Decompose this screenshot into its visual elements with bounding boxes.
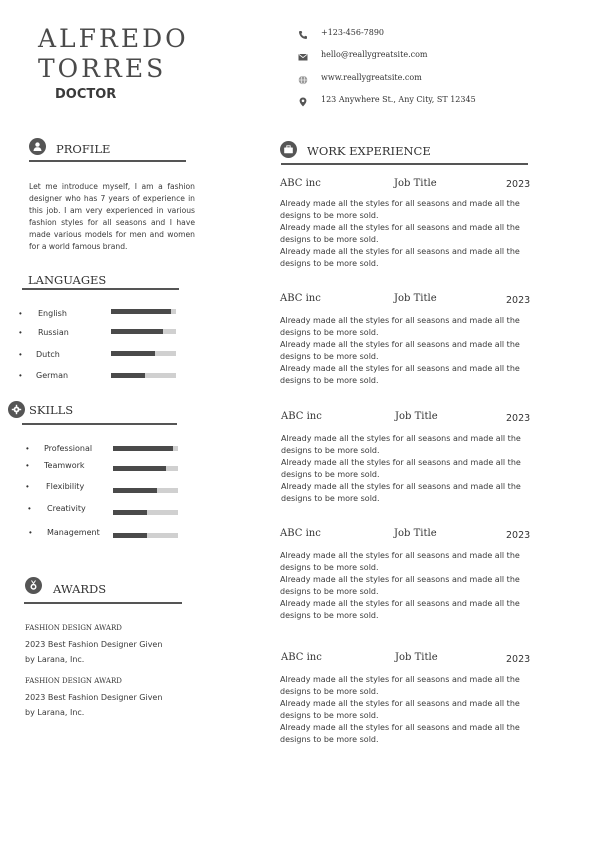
bullet: • bbox=[28, 504, 31, 513]
level-fill bbox=[111, 329, 163, 334]
level-fill bbox=[113, 466, 166, 471]
contact-email bbox=[298, 47, 428, 61]
address-text: 123 Anywhere St., Any City, ST 12345 bbox=[321, 94, 476, 104]
user-icon bbox=[29, 138, 46, 155]
job-title: Job Title bbox=[395, 652, 438, 663]
skill-label: Professional bbox=[44, 444, 93, 453]
level-fill bbox=[113, 488, 157, 493]
work-divider bbox=[281, 163, 528, 165]
level-fill bbox=[111, 309, 171, 314]
bullet: • bbox=[19, 371, 22, 380]
award-desc-line: 2023 Best Fashion Designer Given bbox=[25, 693, 163, 702]
job-description bbox=[280, 198, 545, 270]
skill-level-bar bbox=[113, 510, 178, 515]
job-desc-line: Already made all the styles for all seasons and made all the designs to be more sold. bbox=[280, 599, 520, 620]
award-desc-line: 2023 Best Fashion Designer Given bbox=[25, 640, 163, 649]
gear-icon bbox=[8, 401, 25, 418]
job-company: ABC inc bbox=[281, 411, 322, 422]
skills-divider bbox=[22, 423, 177, 425]
job-year: 2023 bbox=[506, 179, 531, 190]
job-desc-line: Already made all the styles for all seasons and made all the designs to be more sold. bbox=[281, 434, 521, 455]
job-desc-line: Already made all the styles for all seasons and made all the designs to be more sold. bbox=[280, 364, 520, 385]
language-label: Russian bbox=[38, 328, 69, 337]
job-desc-line: Already made all the styles for all seasons and made all the designs to be more sold. bbox=[280, 675, 520, 696]
globe-icon bbox=[298, 72, 308, 82]
level-fill bbox=[111, 351, 155, 356]
job-company: ABC inc bbox=[280, 178, 321, 189]
skills-title: SKILLS bbox=[29, 403, 74, 417]
last-name: TORRES bbox=[38, 54, 167, 83]
language-label: English bbox=[38, 309, 67, 318]
job-desc-line: Already made all the styles for all seasons and made all the designs to be more sold. bbox=[280, 223, 520, 244]
job-desc-line: Already made all the styles for all seasons and made all the designs to be more sold. bbox=[280, 699, 520, 720]
job-description bbox=[280, 550, 545, 622]
language-level-bar bbox=[111, 329, 176, 334]
phone-text[interactable]: +123-456-7890 bbox=[321, 27, 385, 37]
skill-label: Flexibility bbox=[46, 482, 85, 491]
awards-divider bbox=[24, 602, 182, 604]
skill-label: Management bbox=[47, 528, 100, 537]
bullet: • bbox=[26, 461, 29, 470]
skill-level-bar bbox=[113, 488, 178, 493]
job-entry bbox=[280, 528, 550, 620]
bullet: • bbox=[29, 528, 32, 537]
job-entry bbox=[280, 178, 550, 270]
phone-icon bbox=[298, 27, 308, 37]
job-year: 2023 bbox=[506, 295, 531, 306]
contact-website bbox=[298, 70, 422, 84]
name-heading bbox=[38, 24, 189, 84]
job-description bbox=[280, 315, 545, 387]
job-desc-line: Already made all the styles for all seasons and made all the designs to be more sold. bbox=[280, 247, 520, 268]
language-label: Dutch bbox=[36, 350, 60, 359]
award-desc-line: by Larana, Inc. bbox=[25, 655, 85, 664]
website-link[interactable]: www.reallygreatsite.com bbox=[321, 72, 422, 82]
job-desc-line: Already made all the styles for all seasons and made all the designs to be more sold. bbox=[281, 458, 521, 479]
skill-level-bar bbox=[113, 466, 178, 471]
level-fill bbox=[113, 446, 173, 451]
job-entry bbox=[281, 411, 551, 503]
languages-title: LANGUAGES bbox=[28, 273, 107, 287]
skill-level-bar bbox=[113, 533, 178, 538]
bullet: • bbox=[19, 350, 22, 359]
job-title: Job Title bbox=[395, 411, 438, 422]
job-desc-line: Already made all the styles for all seasons and made all the designs to be more sold. bbox=[280, 340, 520, 361]
job-company: ABC inc bbox=[280, 528, 321, 539]
job-year: 2023 bbox=[506, 654, 531, 665]
job-desc-line: Already made all the styles for all seasons and made all the designs to be more sold. bbox=[281, 482, 521, 503]
skill-label: Teamwork bbox=[44, 461, 85, 470]
award-name: FASHION DESIGN AWARD bbox=[25, 677, 122, 685]
award-name: FASHION DESIGN AWARD bbox=[25, 624, 122, 632]
skill-level-bar bbox=[113, 446, 178, 451]
briefcase-icon bbox=[280, 141, 297, 158]
awards-title: AWARDS bbox=[53, 582, 107, 596]
skill-label: Creativity bbox=[47, 504, 86, 513]
job-desc-line: Already made all the styles for all seasons and made all the designs to be more sold. bbox=[280, 199, 520, 220]
job-title: Job Title bbox=[394, 293, 437, 304]
medal-icon bbox=[25, 577, 42, 594]
contact-address bbox=[298, 92, 476, 106]
award-desc-line: by Larana, Inc. bbox=[25, 708, 85, 717]
map-pin-icon bbox=[298, 94, 308, 104]
job-role: DOCTOR bbox=[55, 87, 117, 102]
job-desc-line: Already made all the styles for all seasons and made all the designs to be more sold. bbox=[280, 723, 520, 744]
language-level-bar bbox=[111, 351, 176, 356]
contact-phone bbox=[298, 25, 384, 39]
languages-divider bbox=[22, 288, 179, 290]
job-title: Job Title bbox=[394, 528, 437, 539]
job-year: 2023 bbox=[506, 530, 531, 541]
job-description bbox=[281, 433, 546, 505]
level-fill bbox=[111, 373, 145, 378]
job-desc-line: Already made all the styles for all seasons and made all the designs to be more sold. bbox=[280, 316, 520, 337]
job-year: 2023 bbox=[506, 413, 531, 424]
job-entry bbox=[280, 293, 550, 385]
job-title: Job Title bbox=[394, 178, 437, 189]
envelope-icon bbox=[298, 49, 308, 59]
bullet: • bbox=[26, 482, 29, 491]
first-name: ALFREDO bbox=[38, 24, 189, 53]
job-entry bbox=[281, 652, 551, 744]
award-item bbox=[25, 624, 162, 667]
bullet: • bbox=[19, 328, 22, 337]
language-level-bar bbox=[111, 309, 176, 314]
bullet: • bbox=[26, 444, 29, 453]
job-company: ABC inc bbox=[281, 652, 322, 663]
level-fill bbox=[113, 533, 147, 538]
job-description bbox=[280, 674, 545, 746]
award-item bbox=[25, 677, 162, 720]
profile-divider bbox=[29, 160, 186, 162]
work-title: WORK EXPERIENCE bbox=[307, 144, 431, 158]
language-level-bar bbox=[111, 373, 176, 378]
profile-text: Let me introduce myself, I am a fashion designer who has 7 years of experience in this job. I am very experienced in various fashion styles for all seasons and I have made various models for men and women for a world famous brand. bbox=[29, 182, 195, 251]
bullet: • bbox=[19, 309, 22, 318]
job-company: ABC inc bbox=[280, 293, 321, 304]
language-label: German bbox=[36, 371, 69, 380]
profile-title: PROFILE bbox=[56, 142, 111, 156]
email-link[interactable]: hello@reallygreatsite.com bbox=[321, 49, 428, 59]
job-desc-line: Already made all the styles for all seasons and made all the designs to be more sold. bbox=[280, 551, 520, 572]
level-fill bbox=[113, 510, 147, 515]
job-desc-line: Already made all the styles for all seasons and made all the designs to be more sold. bbox=[280, 575, 520, 596]
